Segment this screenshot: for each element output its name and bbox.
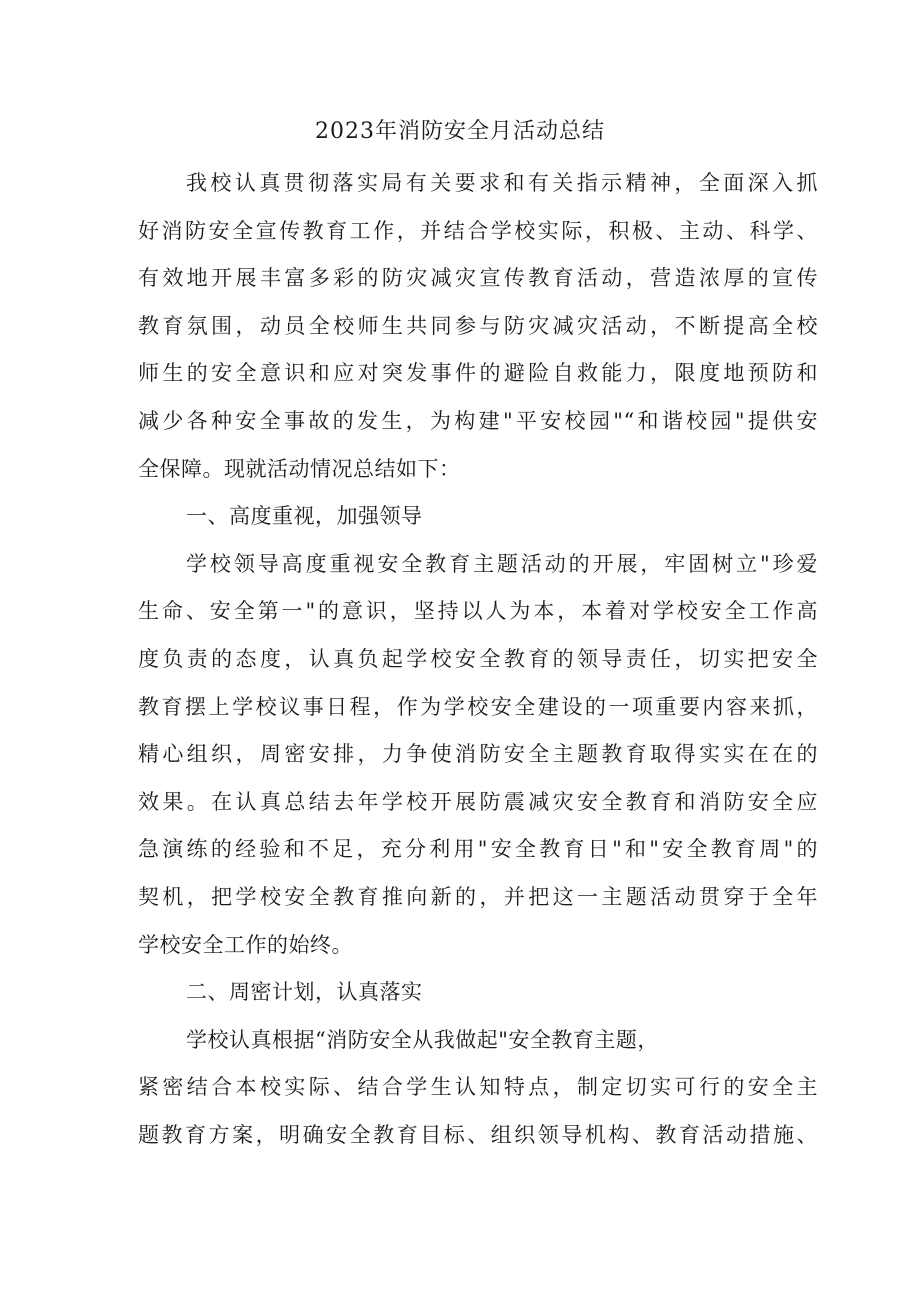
document-title: 2023年消防安全月活动总结 xyxy=(315,119,605,144)
body-line: 题教育方案，明确安全教育目标、组织领导机构、教育活动措施、 xyxy=(138,1123,818,1147)
body-line: 学校认真根据“消防安全从我做起"安全教育主题， xyxy=(186,1027,659,1052)
body-line: 生命、安全第一"的意识，坚持以人为本，本着对学校安全工作高 xyxy=(138,599,818,624)
body-line: 师生的安全意识和应对突发事件的避险自救能力，限度地预防和 xyxy=(138,361,818,386)
body-line: 全保障。现就活动情况总结如下： xyxy=(138,456,461,481)
body-line: 减少各种安全事故的发生，为构建"平安校园"“和谐校园"提供安 xyxy=(138,409,818,433)
body-line: 二、周密计划，认真落实 xyxy=(186,980,423,1005)
body-line: 好消防安全宣传教育工作，并结合学校实际，积极、主动、科学、 xyxy=(138,218,818,243)
body-line: 我校认真贯彻落实局有关要求和有关指示精神，全面深入抓 xyxy=(186,171,818,195)
body-line: 学校领导高度重视安全教育主题活动的开展，牢固树立"珍爱 xyxy=(186,551,818,576)
body-line: 急演练的经验和不足，充分利用"安全教育日"和"安全教育周"的 xyxy=(138,837,818,862)
body-line: 一、高度重视，加强领导 xyxy=(186,504,423,529)
body-line: 度负责的态度，认真负起学校安全教育的领导责任，切实把安全 xyxy=(138,647,818,671)
body-line: 教育摆上学校议事日程，作为学校安全建设的一项重要内容来抓， xyxy=(138,694,818,719)
body-line: 有效地开展丰富多彩的防灾减灾宣传教育活动，营造浓厚的宣传 xyxy=(138,266,818,291)
body-line: 契机，把学校安全教育推向新的，并把这一主题活动贯穿于全年 xyxy=(138,885,818,909)
body-line: 精心组织，周密安排，力争使消防安全主题教育取得实实在在的 xyxy=(138,742,818,767)
body-line: 教育氛围，动员全校师生共同参与防灾减灾活动，不断提高全校 xyxy=(138,313,818,338)
body-line: 学校安全工作的始终。 xyxy=(138,932,353,957)
body-line: 效果。在认真总结去年学校开展防震减灾安全教育和消防安全应 xyxy=(138,789,818,814)
body-line: 紧密结合本校实际、结合学生认知特点，制定切实可行的安全主 xyxy=(138,1075,818,1100)
